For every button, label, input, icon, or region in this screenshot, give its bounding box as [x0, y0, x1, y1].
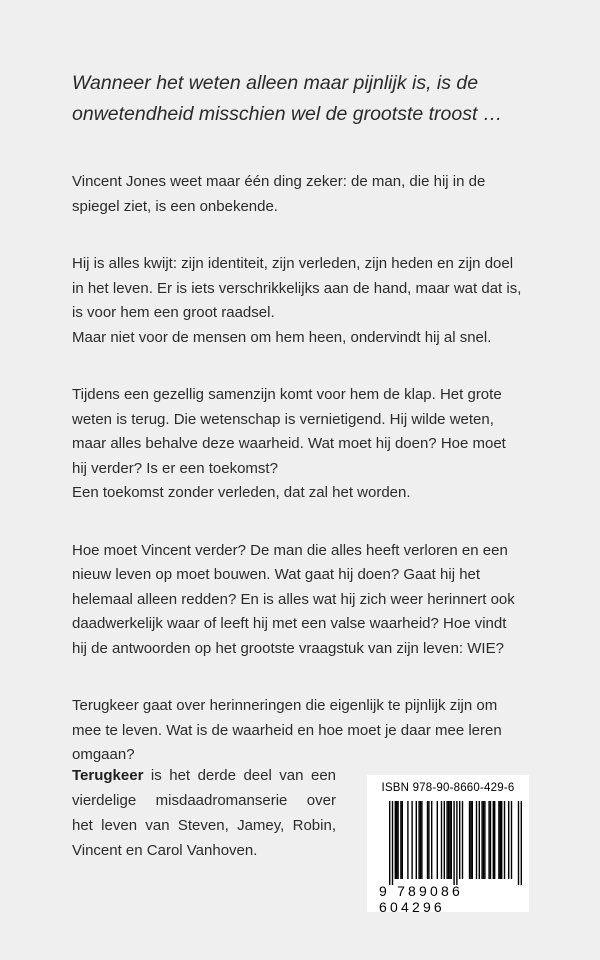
paragraph-line: hij de antwoorden op het grootste vraagstuk van zijn leven: WIE? [72, 639, 504, 657]
barcode-bar [501, 801, 502, 879]
barcode-bar [459, 801, 460, 879]
barcode-bar [400, 801, 401, 879]
tagline-line: Wanneer het weten alleen maar pijnlijk is, is de [72, 72, 479, 94]
barcode-bar [494, 801, 495, 879]
barcode-bar [470, 801, 471, 879]
barcode-bar [421, 801, 422, 879]
series-line: vierdelige misdaadromanserie over [72, 792, 336, 809]
barcode-bar [488, 801, 489, 879]
paragraph-line: in het leven. Er is iets verschrikkelijks aan de hand, maar wat dat is, [72, 279, 522, 297]
barcode-bar [493, 801, 494, 879]
barcode-bar [500, 801, 501, 879]
barcode-bar [490, 801, 491, 879]
barcode-bar [427, 801, 428, 879]
barcode-bar [511, 801, 512, 879]
paragraph-questions [72, 539, 528, 662]
barcode-bar [418, 801, 419, 879]
series-line [72, 763, 336, 788]
paragraph-line: Hoe moet Vincent verder? De man die alles heeft verloren en een [72, 541, 508, 559]
paragraph-gathering [72, 383, 528, 506]
barcode-bar [420, 801, 421, 879]
barcode-bar [472, 801, 473, 879]
barcode-bar [521, 801, 522, 885]
barcode-bar [508, 801, 509, 879]
series-title: Terugkeer [72, 767, 144, 784]
barcode-bar [444, 801, 445, 879]
paragraph-line: spiegel ziet, is een onbekende. [72, 197, 278, 215]
barcode-digits: 9 789086 604296 [379, 883, 463, 915]
barcode-bar [498, 801, 499, 879]
barcode-bar [402, 801, 403, 879]
paragraph-line: daadwerkelijk waar of leeft hij met een valse waarheid? Hoe vindt [72, 615, 507, 632]
barcode-bar [411, 801, 412, 879]
barcode-bar [441, 801, 442, 879]
barcode-bar [448, 801, 449, 879]
paragraph-line: is voor hem een groot raadsel. [72, 304, 275, 321]
barcode-bar [462, 801, 463, 879]
series-line: het leven van Steven, Jamey, Robin, [72, 817, 336, 834]
back-cover-text [72, 68, 528, 801]
tagline-line: onwetendheid misschien wel de grootste troost … [72, 103, 503, 125]
barcode-bar [479, 801, 480, 879]
paragraph-line: Hij is alles kwijt: zijn identiteit, zijn verleden, zijn heden en zijn doel [72, 255, 514, 272]
series-line-rest: is het derde deel van een [143, 767, 336, 784]
barcode-bar [483, 801, 484, 879]
barcode-bar [395, 801, 396, 879]
barcode-bar [481, 801, 482, 879]
series-info [72, 763, 336, 863]
barcode-bar [431, 801, 432, 879]
paragraph-line: omgaan? [72, 746, 135, 763]
isbn-label: ISBN 978-90-8660-429-6 [381, 782, 515, 794]
paragraph-intro [72, 170, 528, 219]
paragraph-line: helemaal alleen redden? En is alles wat hij zich weer herinnert ook [72, 590, 515, 608]
paragraph-line: Vincent Jones weet maar één ding zeker: de man, die hij in de [72, 173, 486, 190]
barcode-bar [389, 801, 390, 885]
paragraph-line: hij verder? Is er een toekomst? [72, 459, 278, 477]
barcode-bar [484, 801, 485, 879]
paragraph-line: nieuw leven op moet bouwen. Wat gaat hij doen? Gaat hij het [72, 566, 481, 583]
barcode-bar [469, 801, 470, 879]
barcode-bar [504, 801, 505, 879]
barcode-bar [449, 801, 450, 879]
barcode-bar [456, 801, 457, 885]
paragraph-line: Terugkeer gaat over herinneringen die eigenlijk te pijnlijk zijn om [72, 697, 498, 714]
paragraph-theme [72, 694, 528, 768]
barcode-bar [518, 801, 519, 885]
paragraph-line: maar alles behalve deze waarheid. Wat moet hij doen? Hoe moet [72, 435, 506, 452]
barcode-bar [451, 801, 452, 879]
series-line: Vincent en Carol Vanhoven. [72, 842, 258, 859]
barcode-bar [416, 801, 417, 879]
paragraph-line: weten is terug. Die wetenschap is vernietigend. Hij wilde weten, [72, 410, 494, 428]
isbn-barcode [367, 775, 529, 915]
barcode-bar [437, 801, 438, 879]
barcode-bar [407, 801, 408, 879]
barcode-bar [428, 801, 429, 879]
barcode-bar [446, 801, 447, 879]
barcode-bar [396, 801, 397, 879]
barcode-bar [392, 801, 393, 885]
paragraph-line: Een toekomst zonder verleden, dat zal het worden. [72, 484, 411, 501]
tagline [72, 68, 528, 130]
paragraph-line: Maar niet voor de mensen om hem heen, ondervindt hij al snel. [72, 328, 492, 346]
barcode-bar [453, 801, 454, 885]
paragraph-lost [72, 252, 528, 350]
barcode-bar [476, 801, 477, 879]
paragraph-line: mee te leven. Wat is de waarheid en hoe moet je daar mee leren [72, 721, 502, 739]
paragraph-line: Tijdens een gezellig samenzijn komt voor hem de klap. Het grote [72, 386, 502, 403]
barcode-bar [397, 801, 398, 879]
